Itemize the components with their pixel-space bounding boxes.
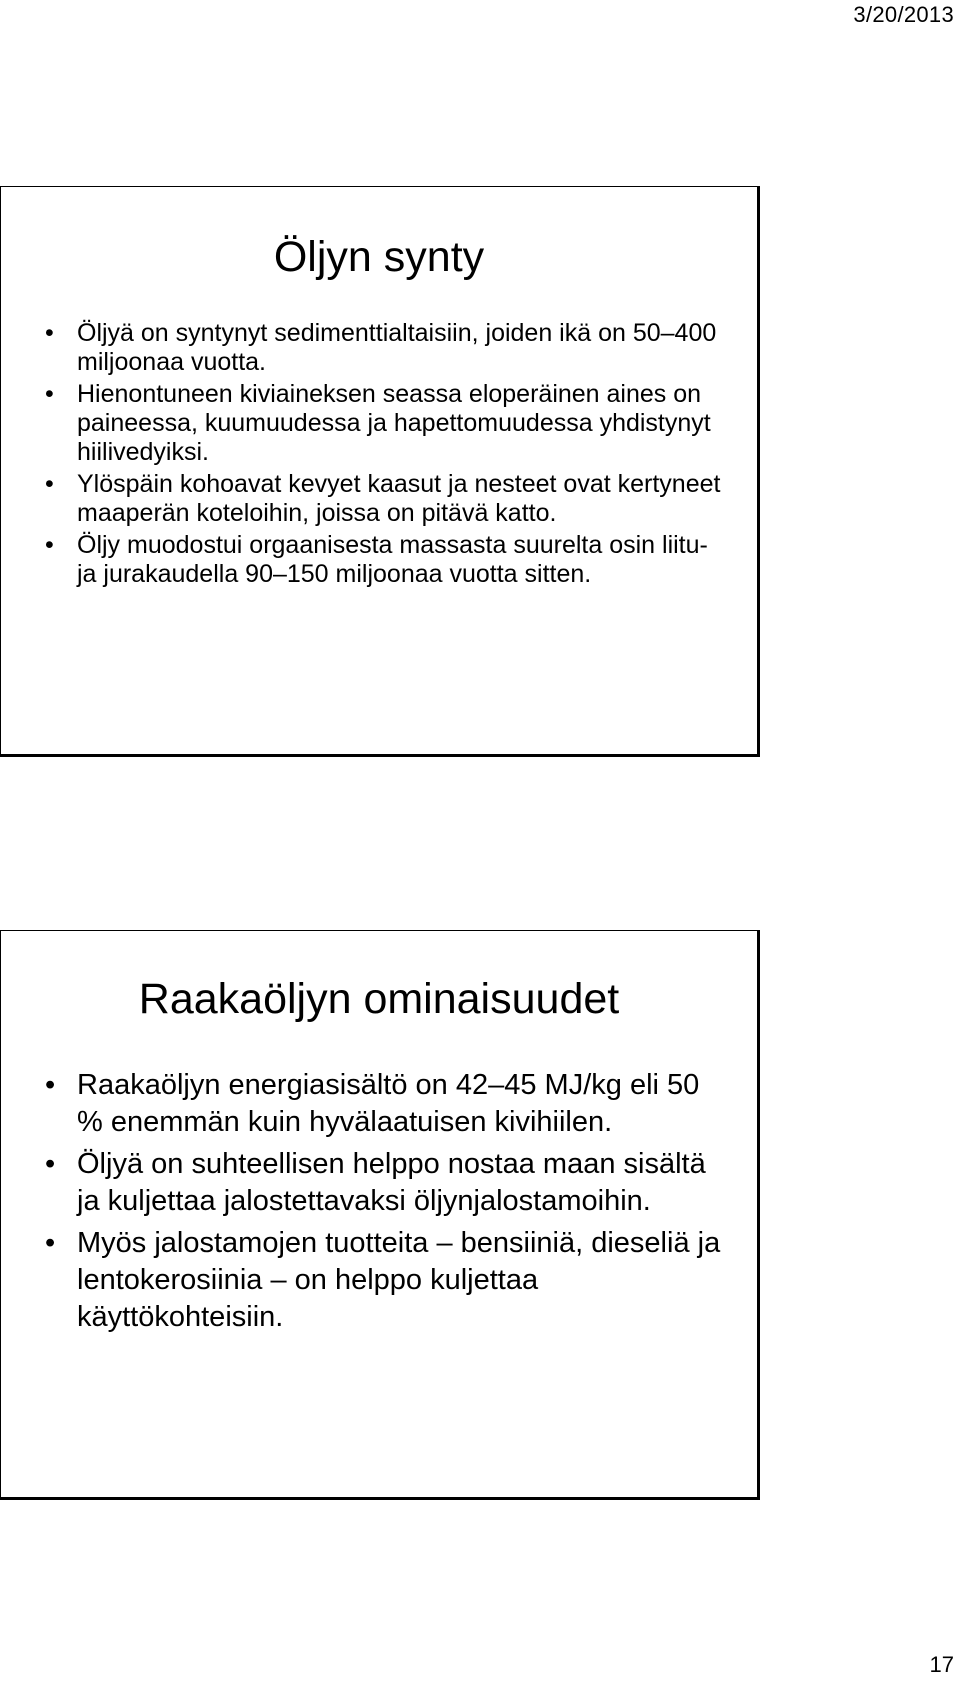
bullet-icon: • — [45, 1148, 56, 1180]
bullet-icon: • — [45, 1227, 56, 1259]
bullet-item — [45, 1225, 721, 1336]
bullet-text: Öljyä on syntynyt sedimenttialtaisiin, joiden ikä on 50–400 miljoonaa vuotta. — [77, 319, 717, 376]
slide-crude-oil-properties — [0, 930, 760, 1500]
bullet-list — [45, 319, 721, 592]
bullet-item — [45, 1146, 721, 1220]
slide-title: Raakaöljyn ominaisuudet — [138, 975, 620, 1023]
bullet-item — [45, 470, 721, 528]
bullet-icon: • — [45, 531, 54, 559]
bullet-text: Myös jalostamojen tuotteita – bensiiniä, dieseliä ja lentokerosiinia – on helppo kuljettaa käyttökohteisiin. — [77, 1227, 721, 1333]
bullet-item — [45, 380, 721, 467]
bullet-item — [45, 531, 721, 589]
bullet-text: Raakaöljyn energiasisältö on 42–45 MJ/kg eli 50 % enemmän kuin hyvälaatuisen kivihiilen. — [77, 1069, 700, 1138]
bullet-list — [45, 1067, 721, 1341]
page-number: 17 — [929, 1652, 954, 1677]
bullet-icon: • — [45, 319, 54, 347]
bullet-icon: • — [45, 380, 54, 408]
bullet-text: Öljyä on suhteellisen helppo nostaa maan sisältä ja kuljettaa jalostettavaksi öljynjalostamoihin. — [77, 1148, 706, 1217]
bullet-text: Öljy muodostui orgaanisesta massasta suurelta osin liitu- ja jurakaudella 90–150 miljoonaa vuotta sitten. — [77, 531, 708, 588]
bullet-text: Ylöspäin kohoavat kevyet kaasut ja nesteet ovat kertyneet maaperän koteloihin, joissa on pitävä katto. — [77, 470, 721, 527]
bullet-icon: • — [45, 470, 54, 498]
slide-title: Öljyn synty — [273, 233, 485, 281]
bullet-text: Hienontuneen kiviaineksen seassa eloperäinen aines on paineessa, kuumuudessa ja hapettomuudessa yhdistynyt hiilivedyiksi. — [77, 380, 711, 466]
header-date: 3/20/2013 — [853, 2, 954, 27]
bullet-item — [45, 319, 721, 377]
slide-oil-origin — [0, 186, 760, 757]
bullet-item — [45, 1067, 721, 1141]
bullet-icon: • — [45, 1069, 56, 1101]
